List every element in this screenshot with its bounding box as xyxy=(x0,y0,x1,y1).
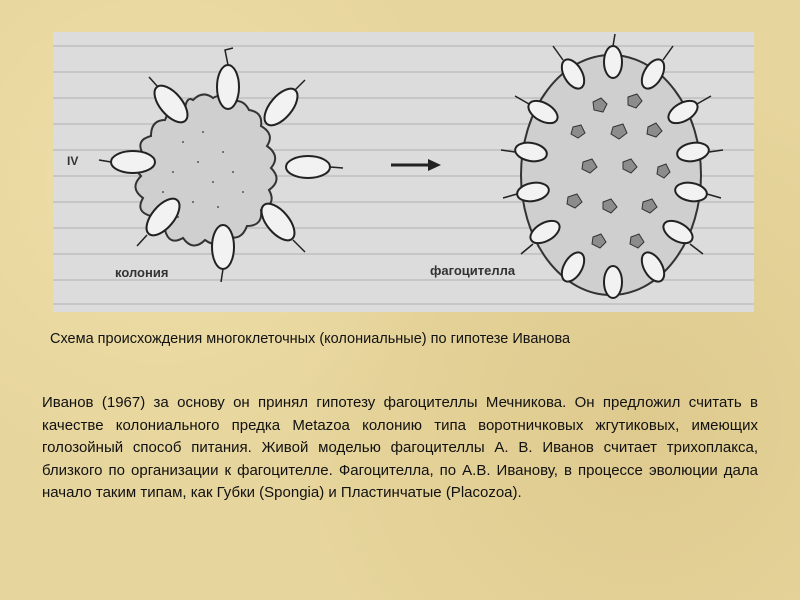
diagram-figure xyxy=(53,32,754,312)
phagocytella-drawing xyxy=(430,34,723,298)
body-paragraph: Иванов (1967) за основу он принял гипотезу фагоцителлы Мечникова. Он предложил считать в качестве колониального предка Metazoa колонию типа воротничковых жгутиковых, имеющих голозойный способ питания. Живой моделью фагоцителлы А. В. Иванов считает трихоплакса, близкого по организации к фагоцителле. Фагоцителла, по А.В. Иванову, в процессе эволюции дала начало таким типам, как Губки (Spongia) и Пластинчатые (Placozoa). xyxy=(42,394,758,501)
figure-caption: Схема происхождения многоклеточных (колониальные) по гипотезе Иванова xyxy=(50,331,571,347)
arrow xyxy=(391,159,441,171)
colony-drawing xyxy=(67,48,343,282)
roman-label: IV xyxy=(67,154,79,168)
phagocytella-label: фагоцителла xyxy=(430,263,516,278)
colony-phagocytella-diagram xyxy=(53,32,754,312)
colony-label: колония xyxy=(115,265,169,280)
